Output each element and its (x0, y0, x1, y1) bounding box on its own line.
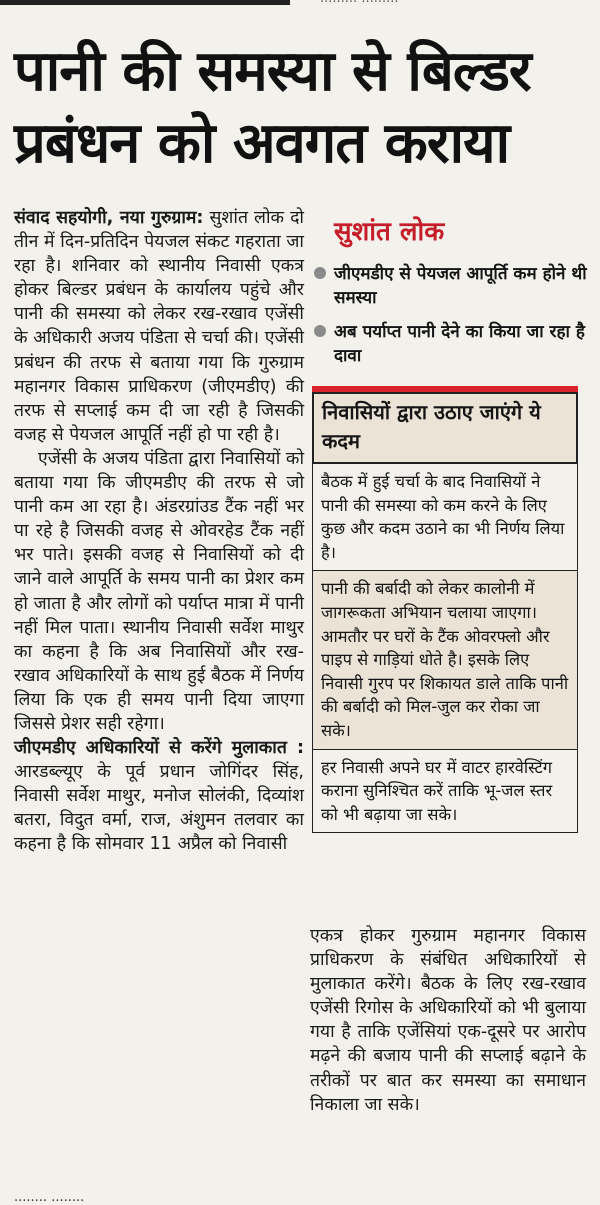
article-left-column (14, 206, 304, 857)
article-paragraph-1 (14, 206, 304, 447)
bullet-icon (314, 267, 326, 279)
highlights-list (312, 262, 590, 378)
steps-box-item: बैठक में हुई चर्चा के बाद निवासियों ने पानी की समस्या को कम करने के लिए कुछ और कदम उठाने का भी निर्णय लिया है। (312, 464, 578, 571)
highlight-item (312, 262, 590, 310)
highlight-text: अब पर्याप्त पानी देने का किया जा रहा है दावा (334, 322, 585, 366)
paragraph-1-text: सुशांत लोक दो तीन में दिन-प्रतिदिन पेयजल संकट गहराता जा रहा है। शनिवार को स्थानीय निवासी एकत्र होकर बिल्डर प्रबंधन के कार्यालय पहुंचे और पानी की समस्या को लेकर रख-रखाव एजेंसी के अधिकारी अजय पंडिता से चर्चा की। एजेंसी प्रबंधन की तरफ से बताया गया कि गुरुग्राम महानगर विकास प्राधिकरण (जीएमडीए) की तरफ से सप्लाई कम दी जा रही है जिसकी वजह से पेयजल आपूर्ति नहीं हो पा रही है। (14, 208, 304, 445)
steps-box-item: पानी की बर्बादी को लेकर कालोनी में जागरूकता अभियान चलाया जाएगा। आमतौर पर घरों के टैंक ओवरफ्लो और पाइप से गाड़ियां धोते है। इसके लिए निवासी गुरप पर शिकायत डाले ताकि पानी की बर्बादी को मिल-जुल कर रोका जा सके। (312, 571, 578, 749)
subheading: जीएमडीए अधिकारियों से करेंगे मुलाकात : (14, 738, 304, 759)
top-snippet (320, 0, 399, 6)
highlight-text: जीएमडीए से पेयजल आपूर्ति कम होने थी समस्या (334, 264, 587, 308)
article-paragraph-2: एजेंसी के अजय पंडिता द्वारा निवासियों को बताया गया कि जीएमडीए की तरफ से जो पानी कम आ रहा है। अंडरग्रांउड टैंक नहीं भर पा रहे है जिसकी वजह से ओवरहेड टैंक नहीं भर पाते। इसकी वजह से निवासियों को दी जाने वाले आपूर्ति के समय पानी का प्रेशर कम हो जाता है और लोगों को पर्याप्त मात्रा में पानी नहीं मिल पाता। स्थानीय निवासी सर्वेश माथुर का कहना है कि अब निवासियों और रख-रखाव अधिकारियों के साथ हुई बैठक में निर्णय लिया कि एक ही समय पानी दिया जाएगा जिससे प्रेशर सही रहेगा। (14, 448, 304, 734)
highlight-item (312, 320, 590, 368)
steps-box-item: हर निवासी अपने घर में वाटर हारवेस्टिंग कराना सुनिश्चित करें ताकि भू-जल स्तर को भी बढ़ाया जा सके। (312, 750, 578, 834)
headline (14, 36, 594, 180)
headline-line-2: प्रबंधन को अवगत कराया (14, 111, 510, 176)
top-rule (0, 0, 290, 5)
article-right-column (310, 924, 586, 1117)
bottom-snippet: ........ ........ (14, 1190, 85, 1205)
bullet-icon (314, 325, 326, 337)
steps-box-title: निवासियों द्वारा उठाए जाएंगे ये कदम (312, 392, 578, 464)
article-continued-paragraph: एकत्र होकर गुरुग्राम महानगर विकास प्राधिकरण के संबंधित अधिकारियों से मुलाकात करेंगे। बैठक के लिए रख-रखाव एजेंसी रिगोस के अधिकारियों को भी बुलाया गया है ताकि एजेंसियां एक-दूसरे पर आरोप मढ़ने की बजाय पानी की सप्लाई बढ़ाने के तरीकों पर बात कर समस्या का समाधान निकाला जा सके। (310, 926, 586, 1115)
headline-line-1: पानी की समस्या से बिल्डर (14, 39, 531, 104)
dateline: संवाद सहयोगी, नया गुरुग्राम: (14, 208, 204, 228)
article-paragraph-3 (14, 736, 304, 856)
steps-box (312, 386, 578, 833)
paragraph-3-text: आरडब्ल्यूए के पूर्व प्रधान जोगिंदर सिंह, निवासी सर्वेश माथुर, मनोज सोलंकी, दिव्यांश बतरा, विदुत वर्मा, राज, अंशुमन तलवार का कहना है कि सोमवार 11 अप्रैल को निवासी (14, 762, 304, 855)
sidebar-location-title: सुशांत लोक (334, 217, 445, 247)
